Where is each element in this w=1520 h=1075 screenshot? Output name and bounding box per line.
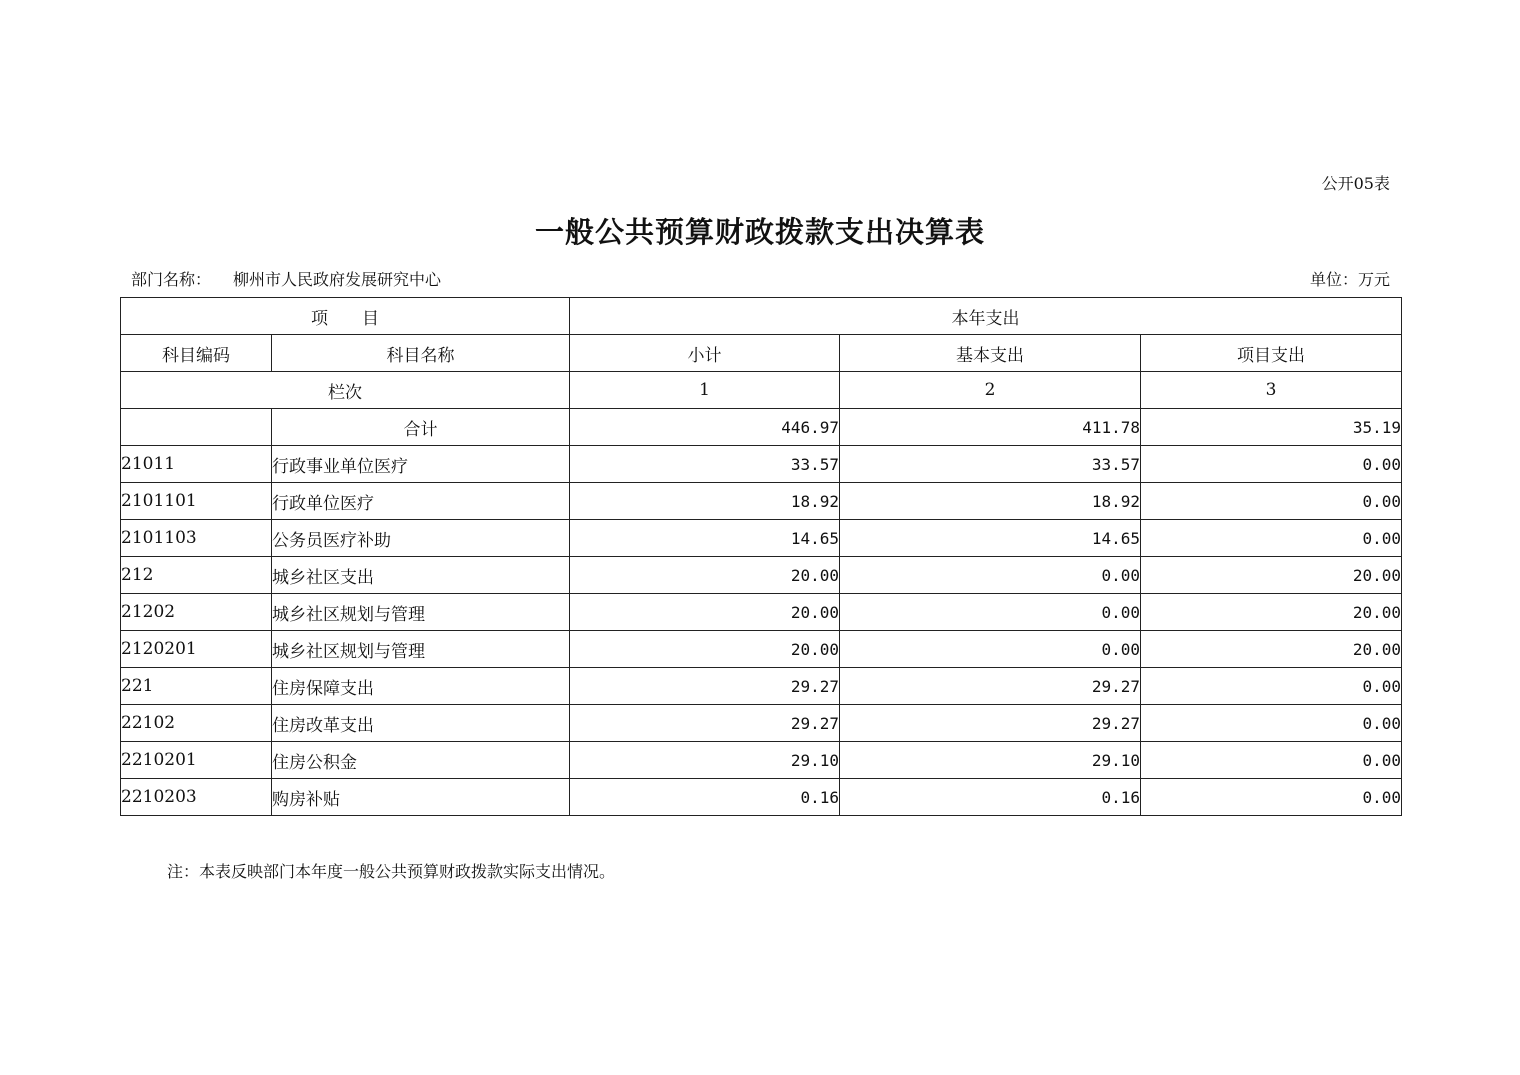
column-index-label: 栏次	[121, 372, 570, 409]
table-row	[121, 446, 1402, 483]
column-index-3: 3	[1141, 372, 1402, 409]
header-code: 科目编码	[121, 335, 272, 372]
column-index-1: 1	[570, 372, 840, 409]
total-code	[121, 409, 272, 446]
table-row	[121, 631, 1402, 668]
row-code: 2210201	[121, 742, 272, 779]
row-subtotal: 29.27	[570, 705, 840, 742]
header-row-2	[121, 335, 1402, 372]
row-code: 22102	[121, 705, 272, 742]
row-name: 行政事业单位医疗	[272, 446, 570, 483]
total-row	[121, 409, 1402, 446]
row-name: 购房补贴	[272, 779, 570, 816]
row-code: 2120201	[121, 631, 272, 668]
total-subtotal: 446.97	[570, 409, 840, 446]
table-row	[121, 483, 1402, 520]
column-index-2: 2	[840, 372, 1141, 409]
row-subtotal: 20.00	[570, 557, 840, 594]
page-title: 一般公共预算财政拨款支出决算表	[534, 215, 985, 249]
table-row	[121, 742, 1402, 779]
row-subtotal: 20.00	[570, 631, 840, 668]
header-subtotal: 小计	[570, 335, 840, 372]
row-subtotal: 29.27	[570, 668, 840, 705]
total-basic: 411.78	[840, 409, 1141, 446]
header-item: 项 目	[121, 298, 570, 335]
row-basic: 14.65	[840, 520, 1141, 557]
row-project: 0.00	[1141, 779, 1402, 816]
row-basic: 18.92	[840, 483, 1141, 520]
row-subtotal: 0.16	[570, 779, 840, 816]
table-row	[121, 520, 1402, 557]
row-basic: 29.27	[840, 705, 1141, 742]
column-index-row	[121, 372, 1402, 409]
department-name: 柳州市人民政府发展研究中心	[233, 270, 442, 289]
row-project: 0.00	[1141, 520, 1402, 557]
header-name: 科目名称	[272, 335, 570, 372]
row-project: 0.00	[1141, 483, 1402, 520]
row-project: 0.00	[1141, 668, 1402, 705]
row-name: 行政单位医疗	[272, 483, 570, 520]
row-subtotal: 14.65	[570, 520, 840, 557]
row-subtotal: 29.10	[570, 742, 840, 779]
header-current-year: 本年支出	[570, 298, 1402, 335]
row-code: 21202	[121, 594, 272, 631]
department-line	[131, 267, 441, 290]
row-code: 2101103	[121, 520, 272, 557]
row-basic: 29.10	[840, 742, 1141, 779]
row-code: 2101101	[121, 483, 272, 520]
header-basic: 基本支出	[840, 335, 1141, 372]
row-project: 20.00	[1141, 594, 1402, 631]
expenditure-table	[120, 297, 1402, 816]
row-subtotal: 18.92	[570, 483, 840, 520]
header-row-1	[121, 298, 1402, 335]
row-code: 212	[121, 557, 272, 594]
row-basic: 33.57	[840, 446, 1141, 483]
row-name: 住房保障支出	[272, 668, 570, 705]
total-project: 35.19	[1141, 409, 1402, 446]
row-name: 城乡社区支出	[272, 557, 570, 594]
row-project: 20.00	[1141, 631, 1402, 668]
row-subtotal: 20.00	[570, 594, 840, 631]
row-project: 0.00	[1141, 742, 1402, 779]
row-subtotal: 33.57	[570, 446, 840, 483]
header-project: 项目支出	[1141, 335, 1402, 372]
row-name: 城乡社区规划与管理	[272, 594, 570, 631]
table-row	[121, 557, 1402, 594]
table-row	[121, 705, 1402, 742]
row-basic: 0.00	[840, 594, 1141, 631]
table-row	[121, 779, 1402, 816]
row-basic: 0.00	[840, 631, 1141, 668]
row-basic: 0.00	[840, 557, 1141, 594]
table-row	[121, 594, 1402, 631]
row-project: 0.00	[1141, 446, 1402, 483]
row-name: 公务员医疗补助	[272, 520, 570, 557]
form-number: 公开05表	[1321, 174, 1390, 193]
row-basic: 29.27	[840, 668, 1141, 705]
row-basic: 0.16	[840, 779, 1141, 816]
row-name: 城乡社区规划与管理	[272, 631, 570, 668]
table-note: 注：本表反映部门本年度一般公共预算财政拨款实际支出情况。	[167, 862, 616, 881]
row-name: 住房改革支出	[272, 705, 570, 742]
row-project: 0.00	[1141, 705, 1402, 742]
row-code: 221	[121, 668, 272, 705]
department-label: 部门名称：	[131, 270, 212, 289]
total-label: 合计	[272, 409, 570, 446]
row-name: 住房公积金	[272, 742, 570, 779]
row-code: 21011	[121, 446, 272, 483]
unit-label: 单位：万元	[1309, 270, 1390, 289]
row-code: 2210203	[121, 779, 272, 816]
row-project: 20.00	[1141, 557, 1402, 594]
table-row	[121, 668, 1402, 705]
